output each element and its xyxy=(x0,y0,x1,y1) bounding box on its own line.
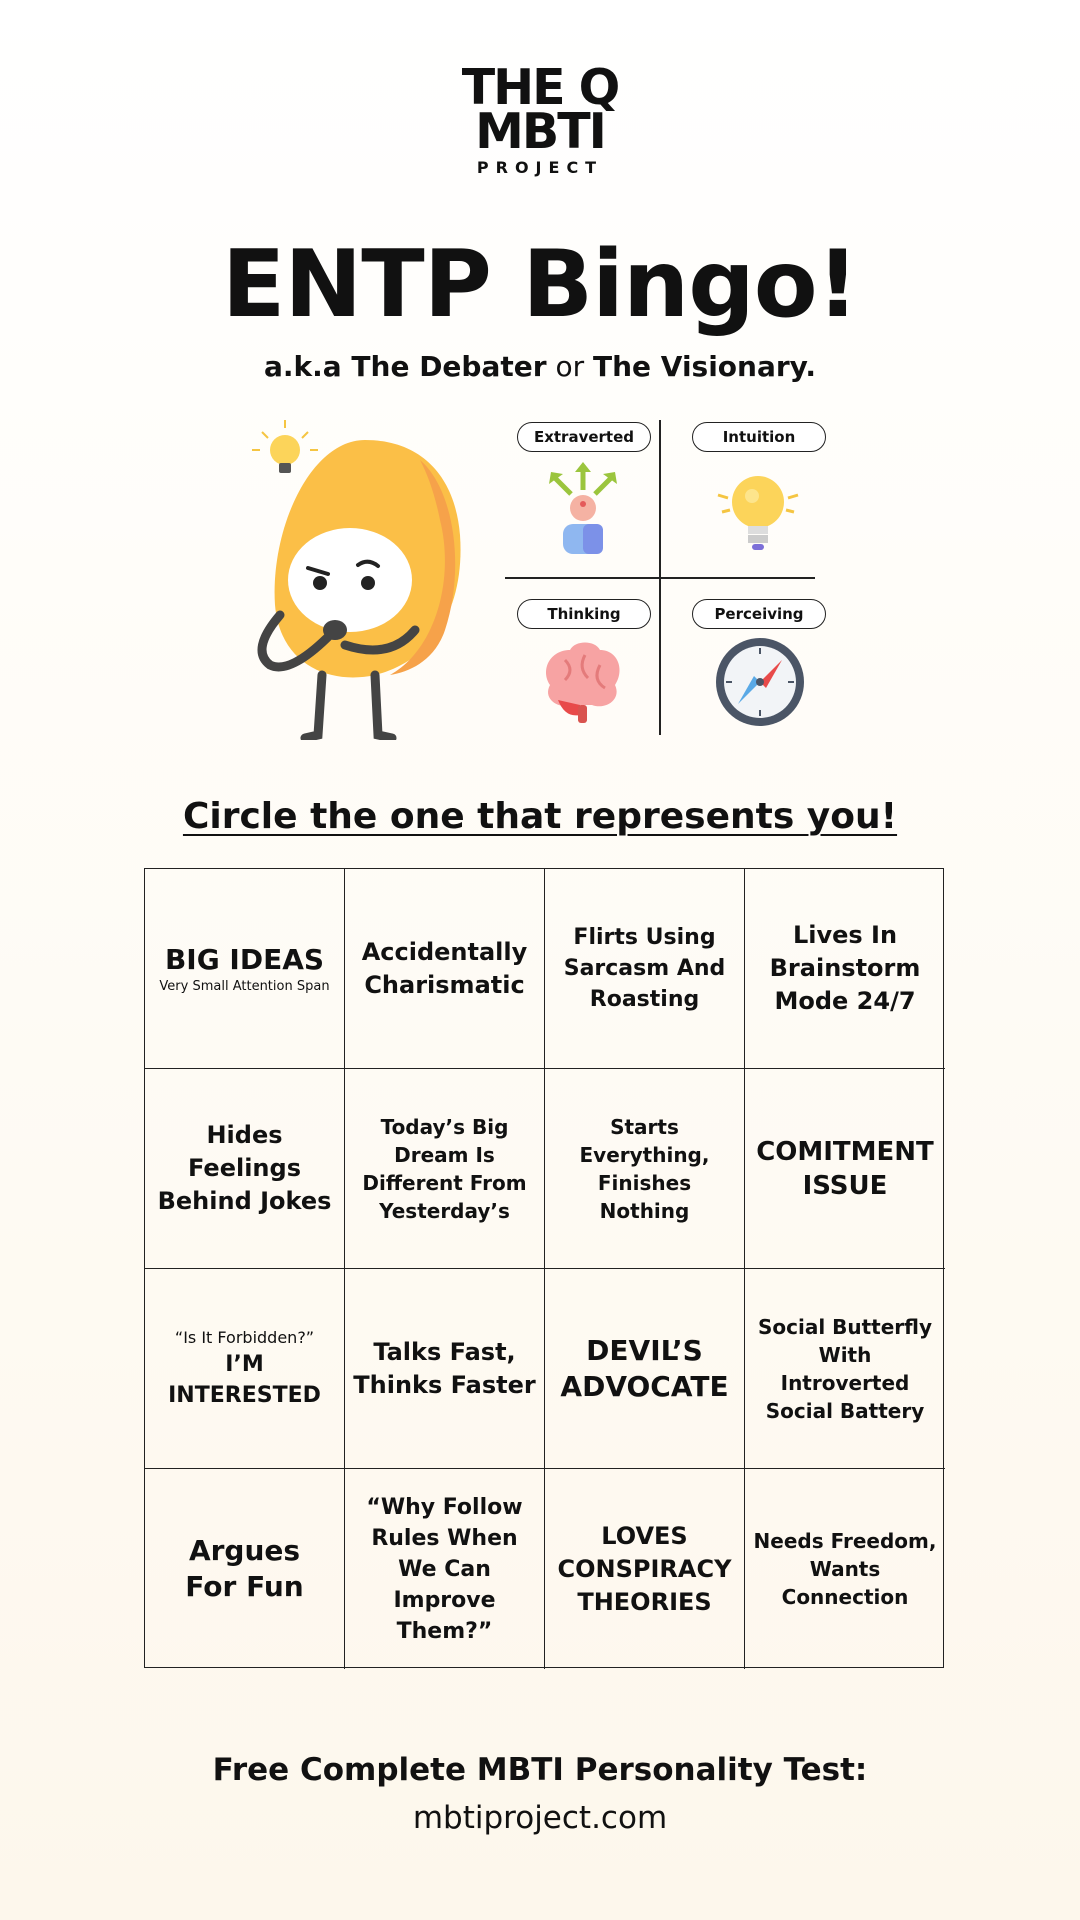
bingo-cell-main: Today’s Big Dream Is Different From Yesterday’s xyxy=(362,1114,527,1223)
bingo-cell[interactable] xyxy=(345,869,545,1069)
trait-label-extraverted: Extraverted xyxy=(517,422,651,452)
bingo-cell-main: Lives In Brainstorm Mode 24/7 xyxy=(769,921,921,1015)
logo-line-2: MBTI xyxy=(475,103,605,160)
trait-label-perceiving: Perceiving xyxy=(692,599,826,629)
bingo-cell[interactable] xyxy=(345,1469,545,1669)
bingo-cell[interactable] xyxy=(745,1069,945,1269)
subtitle-prefix: a.k.a xyxy=(263,350,352,383)
bingo-cell-main: DEVIL’S ADVOCATE xyxy=(560,1333,729,1403)
bingo-cell-main: Starts Everything, Finishes Nothing xyxy=(579,1114,710,1223)
trait-label-thinking: Thinking xyxy=(517,599,651,629)
bingo-cell[interactable] xyxy=(345,1269,545,1469)
logo xyxy=(0,59,1080,177)
bingo-cell-main: Needs Freedom, Wants Connection xyxy=(753,1529,937,1609)
lightbulb-icon xyxy=(708,460,808,560)
brain-icon xyxy=(530,630,630,730)
bingo-cell-main: COMITMENT ISSUE xyxy=(756,1136,934,1201)
bingo-cell-main: I’M INTERESTED xyxy=(168,1351,321,1408)
footer-url-link[interactable]: mbtiproject.com xyxy=(412,1800,668,1836)
bingo-cell[interactable] xyxy=(145,1469,345,1669)
bingo-cell-main: Hides Feelings Behind Jokes xyxy=(157,1121,332,1215)
logo-line-3: PROJECT xyxy=(476,158,604,177)
bingo-cell[interactable] xyxy=(145,869,345,1069)
instruction-text: Circle the one that represents you! xyxy=(182,796,898,837)
bingo-cell[interactable] xyxy=(145,1269,345,1469)
bingo-grid xyxy=(144,868,944,1668)
bingo-cell-main: Argues For Fun xyxy=(185,1534,304,1603)
bingo-cell-main: Social Butterfly With Introverted Social Battery xyxy=(757,1314,933,1423)
compass-icon xyxy=(710,632,810,732)
instruction-heading xyxy=(0,796,1080,837)
bingo-cell-main: Flirts Using Sarcasm And Roasting xyxy=(563,925,726,1012)
logo-line-1: THE Q xyxy=(461,59,619,116)
page-title: ENTP Bingo! xyxy=(221,230,859,338)
bingo-cell-main: “Why Follow Rules When We Can Improve Them?” xyxy=(366,1494,523,1644)
subtitle xyxy=(0,350,1080,383)
bingo-cell-pre: “Is It Forbidden?” xyxy=(174,1327,315,1347)
bingo-cell-sub: Very Small Attention Span xyxy=(159,978,330,994)
bingo-cell-main: Accidentally Charismatic xyxy=(361,937,528,999)
bingo-cell[interactable] xyxy=(745,1469,945,1669)
footer-cta: Free Complete MBTI Personality Test: xyxy=(212,1752,868,1788)
trait-quadrant xyxy=(505,420,815,735)
bingo-cell[interactable] xyxy=(545,1269,745,1469)
bingo-cell[interactable] xyxy=(545,1469,745,1669)
bingo-cell[interactable] xyxy=(745,869,945,1069)
subtitle-name-2: The Visionary. xyxy=(593,350,817,383)
mascot-illustration xyxy=(250,420,480,740)
bingo-cell-main: LOVES CONSPIRACY THEORIES xyxy=(557,1521,732,1616)
subtitle-name-1: The Debater xyxy=(351,350,547,383)
trait-label-intuition: Intuition xyxy=(692,422,826,452)
idea-bulb-icon xyxy=(252,420,318,473)
quadrant-divider-horizontal xyxy=(505,577,815,579)
person-arrows-icon xyxy=(533,460,633,560)
bingo-cell[interactable] xyxy=(145,1069,345,1269)
bingo-cell-main: Talks Fast, Thinks Faster xyxy=(353,1337,536,1399)
bingo-cell[interactable] xyxy=(545,869,745,1069)
bingo-cell[interactable] xyxy=(745,1269,945,1469)
bingo-cell[interactable] xyxy=(345,1069,545,1269)
bingo-cell[interactable] xyxy=(545,1069,745,1269)
bingo-cell-main: BIG IDEAS xyxy=(164,942,325,976)
subtitle-joiner: or xyxy=(546,350,593,383)
